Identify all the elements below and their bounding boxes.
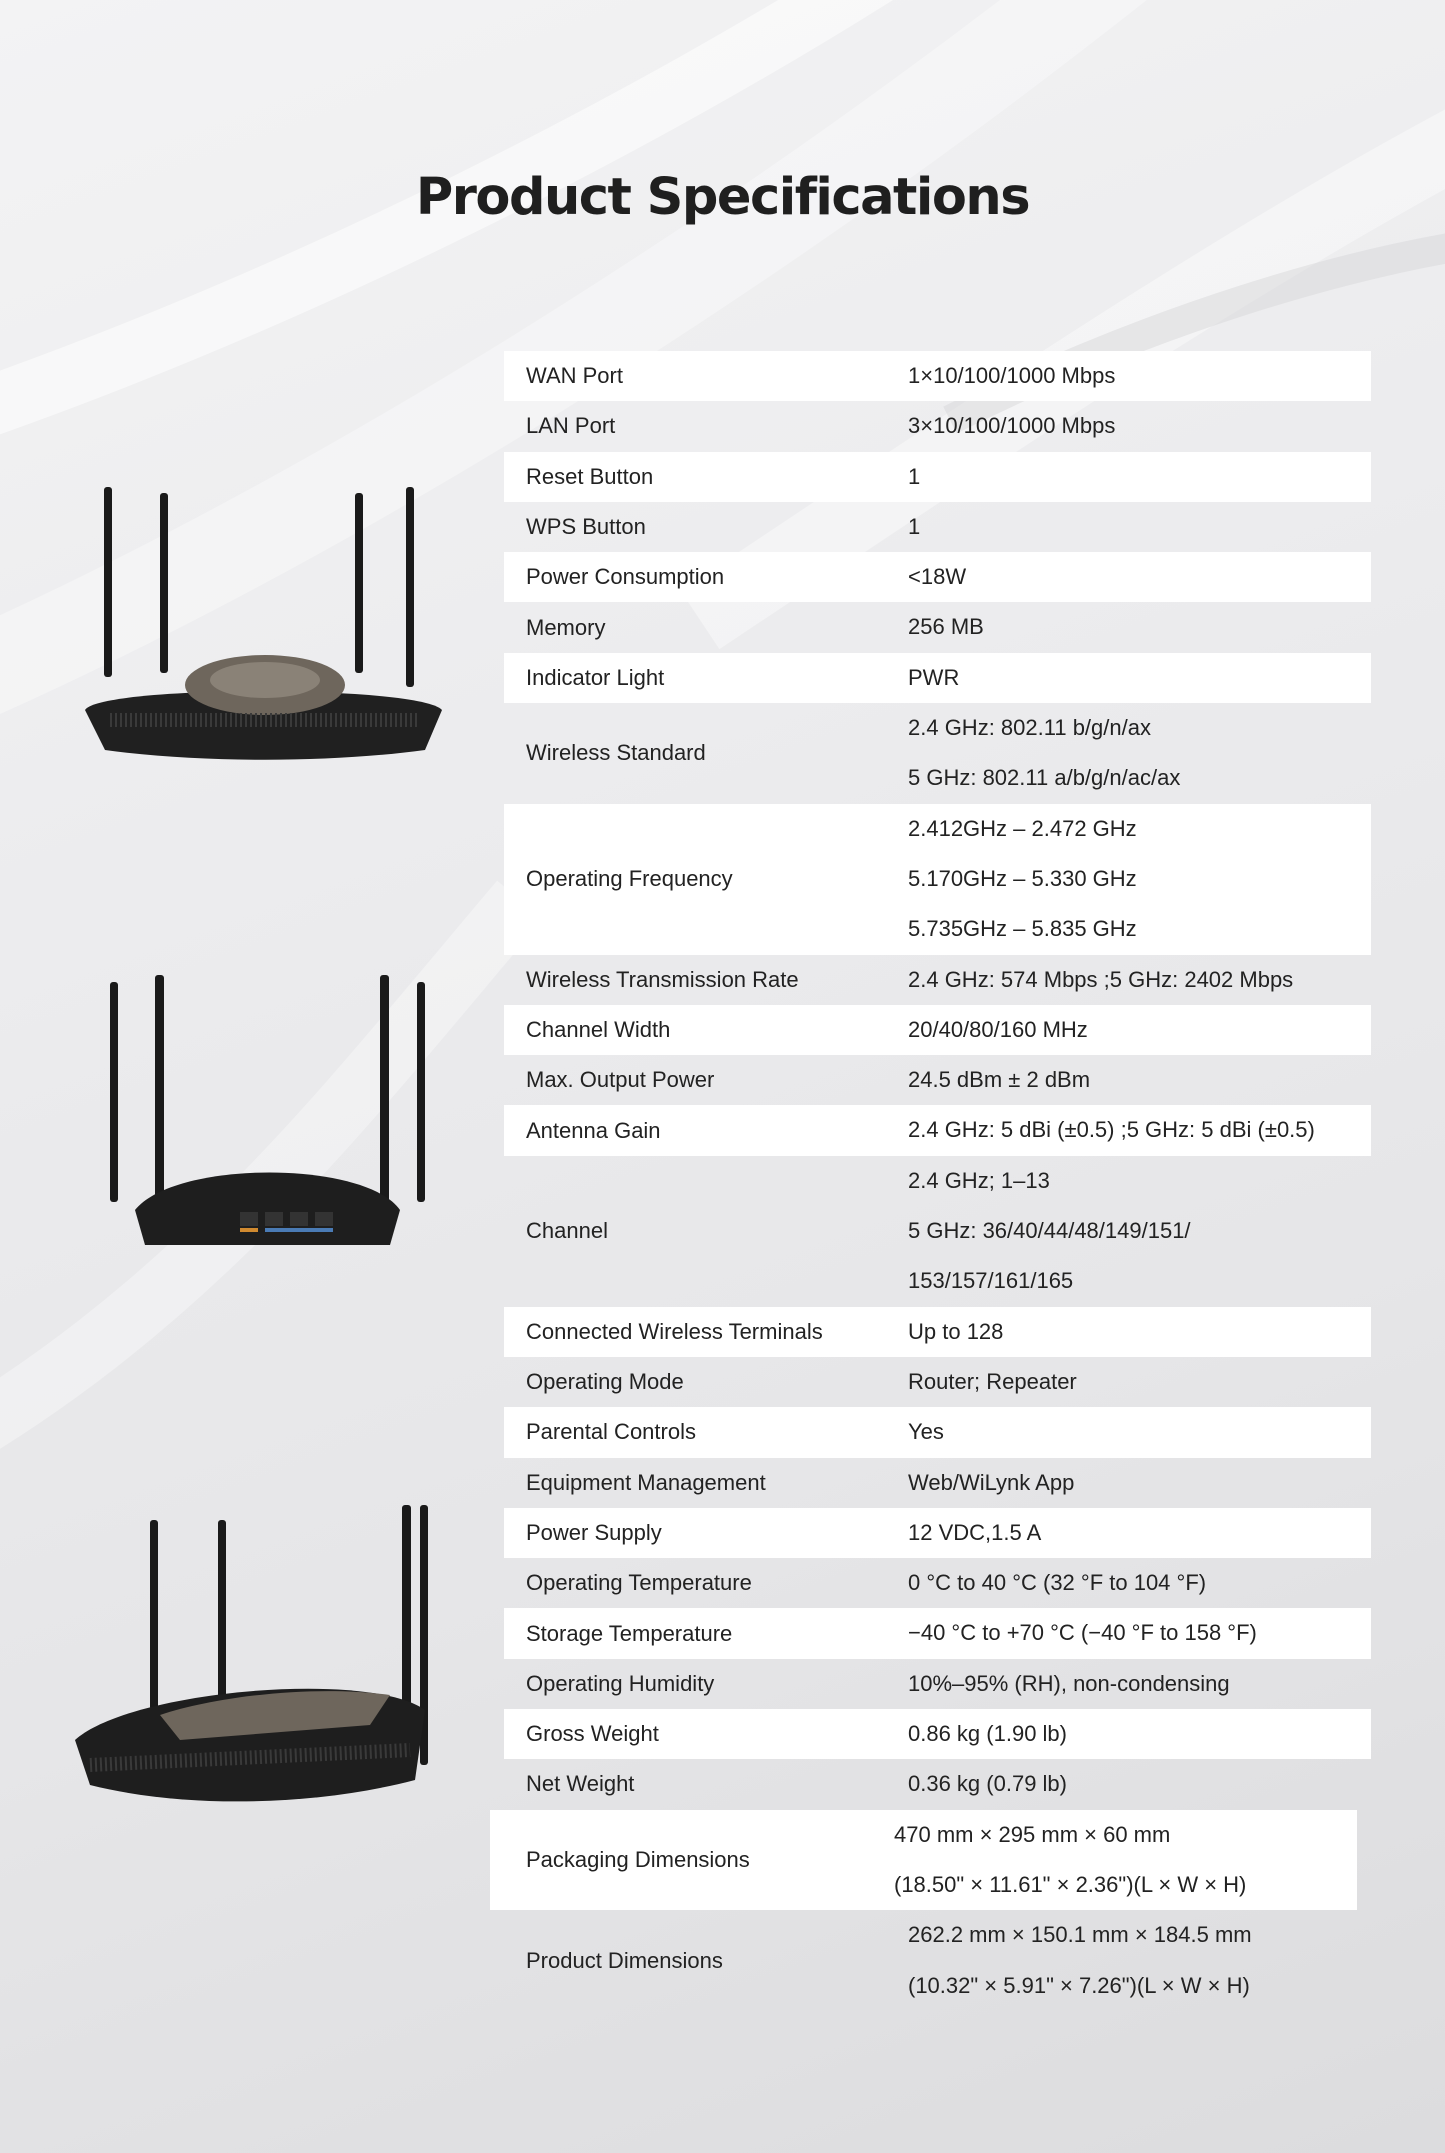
spec-label: LAN Port <box>526 413 616 439</box>
spec-values <box>908 351 1371 401</box>
spec-value: 5.170GHz – 5.330 GHz <box>908 865 1137 891</box>
spec-value: 0 °C to 40 °C (32 °F to 104 °F) <box>908 1570 1207 1596</box>
spec-row <box>504 1105 1371 1155</box>
router-side-image <box>70 1500 450 1820</box>
spec-row <box>504 1910 1371 2011</box>
spec-row <box>504 703 1371 804</box>
spec-value: 24.5 dBm ± 2 dBm <box>908 1067 1091 1093</box>
spec-label: Operating Frequency <box>526 866 733 892</box>
spec-values <box>908 955 1371 1005</box>
spec-value: 0.36 kg (0.79 lb) <box>908 1771 1067 1797</box>
spec-row <box>504 1055 1371 1105</box>
spec-row <box>504 804 1371 955</box>
spec-label: Wireless Standard <box>526 740 706 766</box>
spec-values <box>908 401 1371 451</box>
spec-value: Router; Repeater <box>908 1368 1077 1394</box>
spec-row <box>504 1759 1371 1809</box>
spec-values <box>908 502 1371 552</box>
spec-row <box>504 1307 1371 1357</box>
router-front-image <box>80 485 450 765</box>
spec-value: (10.32" × 5.91" × 7.26")(L × W × H) <box>908 1972 1250 1998</box>
spec-value: 1×10/100/1000 Mbps <box>908 363 1116 388</box>
spec-value: Web/WiLynk App <box>908 1469 1075 1495</box>
spec-values <box>908 1055 1371 1105</box>
spec-label: Max. Output Power <box>526 1067 715 1093</box>
spec-row <box>504 452 1371 502</box>
spec-label: Channel Width <box>526 1017 671 1042</box>
spec-label: Reset Button <box>526 463 654 489</box>
spec-value: 2.4 GHz; 1–13 <box>908 1167 1050 1193</box>
spec-label: Storage Temperature <box>526 1620 733 1646</box>
spec-values <box>908 1458 1371 1508</box>
spec-values <box>908 1005 1371 1055</box>
spec-value: 470 mm × 295 mm × 60 mm <box>894 1821 1171 1847</box>
spec-values <box>908 1759 1371 1809</box>
spec-value: 1 <box>908 463 921 489</box>
spec-values <box>908 452 1371 502</box>
spec-label: Operating Mode <box>526 1369 684 1395</box>
spec-label: WAN Port <box>526 363 623 389</box>
spec-values <box>908 703 1371 804</box>
spec-row <box>504 1005 1371 1055</box>
spec-label: Power Consumption <box>526 564 725 590</box>
spec-label: Operating Temperature <box>526 1570 752 1596</box>
spec-value: 1 <box>908 513 921 539</box>
spec-label: Memory <box>526 614 606 640</box>
spec-row <box>504 653 1371 703</box>
spec-row <box>504 351 1371 401</box>
spec-values <box>908 653 1371 703</box>
spec-value: Up to 128 <box>908 1318 1004 1344</box>
spec-value: 262.2 mm × 150.1 mm × 184.5 mm <box>908 1922 1252 1948</box>
spec-row <box>504 1659 1371 1709</box>
spec-value: 2.4 GHz: 802.11 b/g/n/ax <box>908 715 1151 741</box>
spec-values <box>908 1709 1371 1759</box>
spec-values <box>908 552 1371 602</box>
spec-row <box>504 552 1371 602</box>
spec-value: Yes <box>908 1419 944 1445</box>
spec-label: Operating Humidity <box>526 1670 715 1696</box>
spec-values <box>908 1558 1371 1608</box>
spec-value: (18.50" × 11.61" × 2.36")(L × W × H) <box>894 1871 1247 1897</box>
spec-values <box>908 1508 1371 1558</box>
spec-row <box>490 1810 1357 1911</box>
spec-value: 153/157/161/165 <box>908 1268 1074 1294</box>
spec-row <box>504 1508 1371 1558</box>
spec-row <box>504 602 1371 652</box>
spec-value: PWR <box>908 664 960 690</box>
spec-row <box>504 1558 1371 1608</box>
spec-row <box>504 1709 1371 1759</box>
spec-label: Indicator Light <box>526 664 665 690</box>
spec-row <box>504 401 1371 451</box>
spec-row <box>504 1407 1371 1457</box>
spec-values <box>894 1810 1357 1911</box>
spec-label: Power Supply <box>526 1519 662 1545</box>
spec-value: 2.4 GHz: 574 Mbps ;5 GHz: 2402 Mbps <box>908 966 1294 992</box>
spec-values <box>908 1105 1371 1155</box>
spec-label: Connected Wireless Terminals <box>526 1318 823 1344</box>
spec-values <box>908 804 1371 955</box>
spec-row <box>504 1458 1371 1508</box>
spec-values <box>908 1407 1371 1457</box>
spec-values <box>908 1307 1371 1357</box>
spec-value: 12 VDC,1.5 A <box>908 1519 1042 1545</box>
spec-label: Wireless Transmission Rate <box>526 966 799 992</box>
spec-row <box>504 502 1371 552</box>
spec-value: −40 °C to +70 °C (−40 °F to 158 °F) <box>908 1620 1257 1646</box>
spec-value: 256 MB <box>908 614 984 640</box>
spec-label: Antenna Gain <box>526 1117 661 1143</box>
spec-value: <18W <box>908 564 967 590</box>
spec-value: 10%–95% (RH), non-condensing <box>908 1670 1230 1696</box>
spec-label: Equipment Management <box>526 1469 766 1495</box>
spec-values <box>908 602 1371 652</box>
spec-value: 5.735GHz – 5.835 GHz <box>908 916 1137 942</box>
spec-values <box>908 1608 1371 1658</box>
page-title: Product Specifications <box>415 168 1030 227</box>
spec-label: Net Weight <box>526 1771 635 1797</box>
spec-value: 2.412GHz – 2.472 GHz <box>908 815 1137 841</box>
spec-value: 5 GHz: 802.11 a/b/g/n/ac/ax <box>908 765 1181 791</box>
spec-values <box>908 1659 1371 1709</box>
spec-row <box>504 955 1371 1005</box>
spec-row <box>504 1156 1371 1307</box>
spec-value: 20/40/80/160 MHz <box>908 1016 1088 1042</box>
spec-table <box>504 351 1371 2011</box>
router-back-image <box>95 970 445 1255</box>
spec-values <box>908 1357 1371 1407</box>
spec-value: 0.86 kg (1.90 lb) <box>908 1721 1067 1747</box>
spec-label: Product Dimensions <box>526 1947 723 1973</box>
spec-values <box>908 1156 1371 1307</box>
spec-row <box>504 1357 1371 1407</box>
spec-label: Channel <box>526 1218 608 1244</box>
spec-value: 2.4 GHz: 5 dBi (±0.5) ;5 GHz: 5 dBi (±0.5) <box>908 1117 1315 1143</box>
spec-values <box>908 1910 1371 2011</box>
spec-label: WPS Button <box>526 514 646 540</box>
spec-label: Packaging Dimensions <box>526 1846 750 1872</box>
spec-label: Gross Weight <box>526 1721 659 1747</box>
spec-row <box>504 1608 1371 1658</box>
spec-value: 3×10/100/1000 Mbps <box>908 413 1116 439</box>
spec-value: 5 GHz: 36/40/44/48/149/151/ <box>908 1218 1191 1244</box>
spec-label: Parental Controls <box>526 1419 696 1445</box>
